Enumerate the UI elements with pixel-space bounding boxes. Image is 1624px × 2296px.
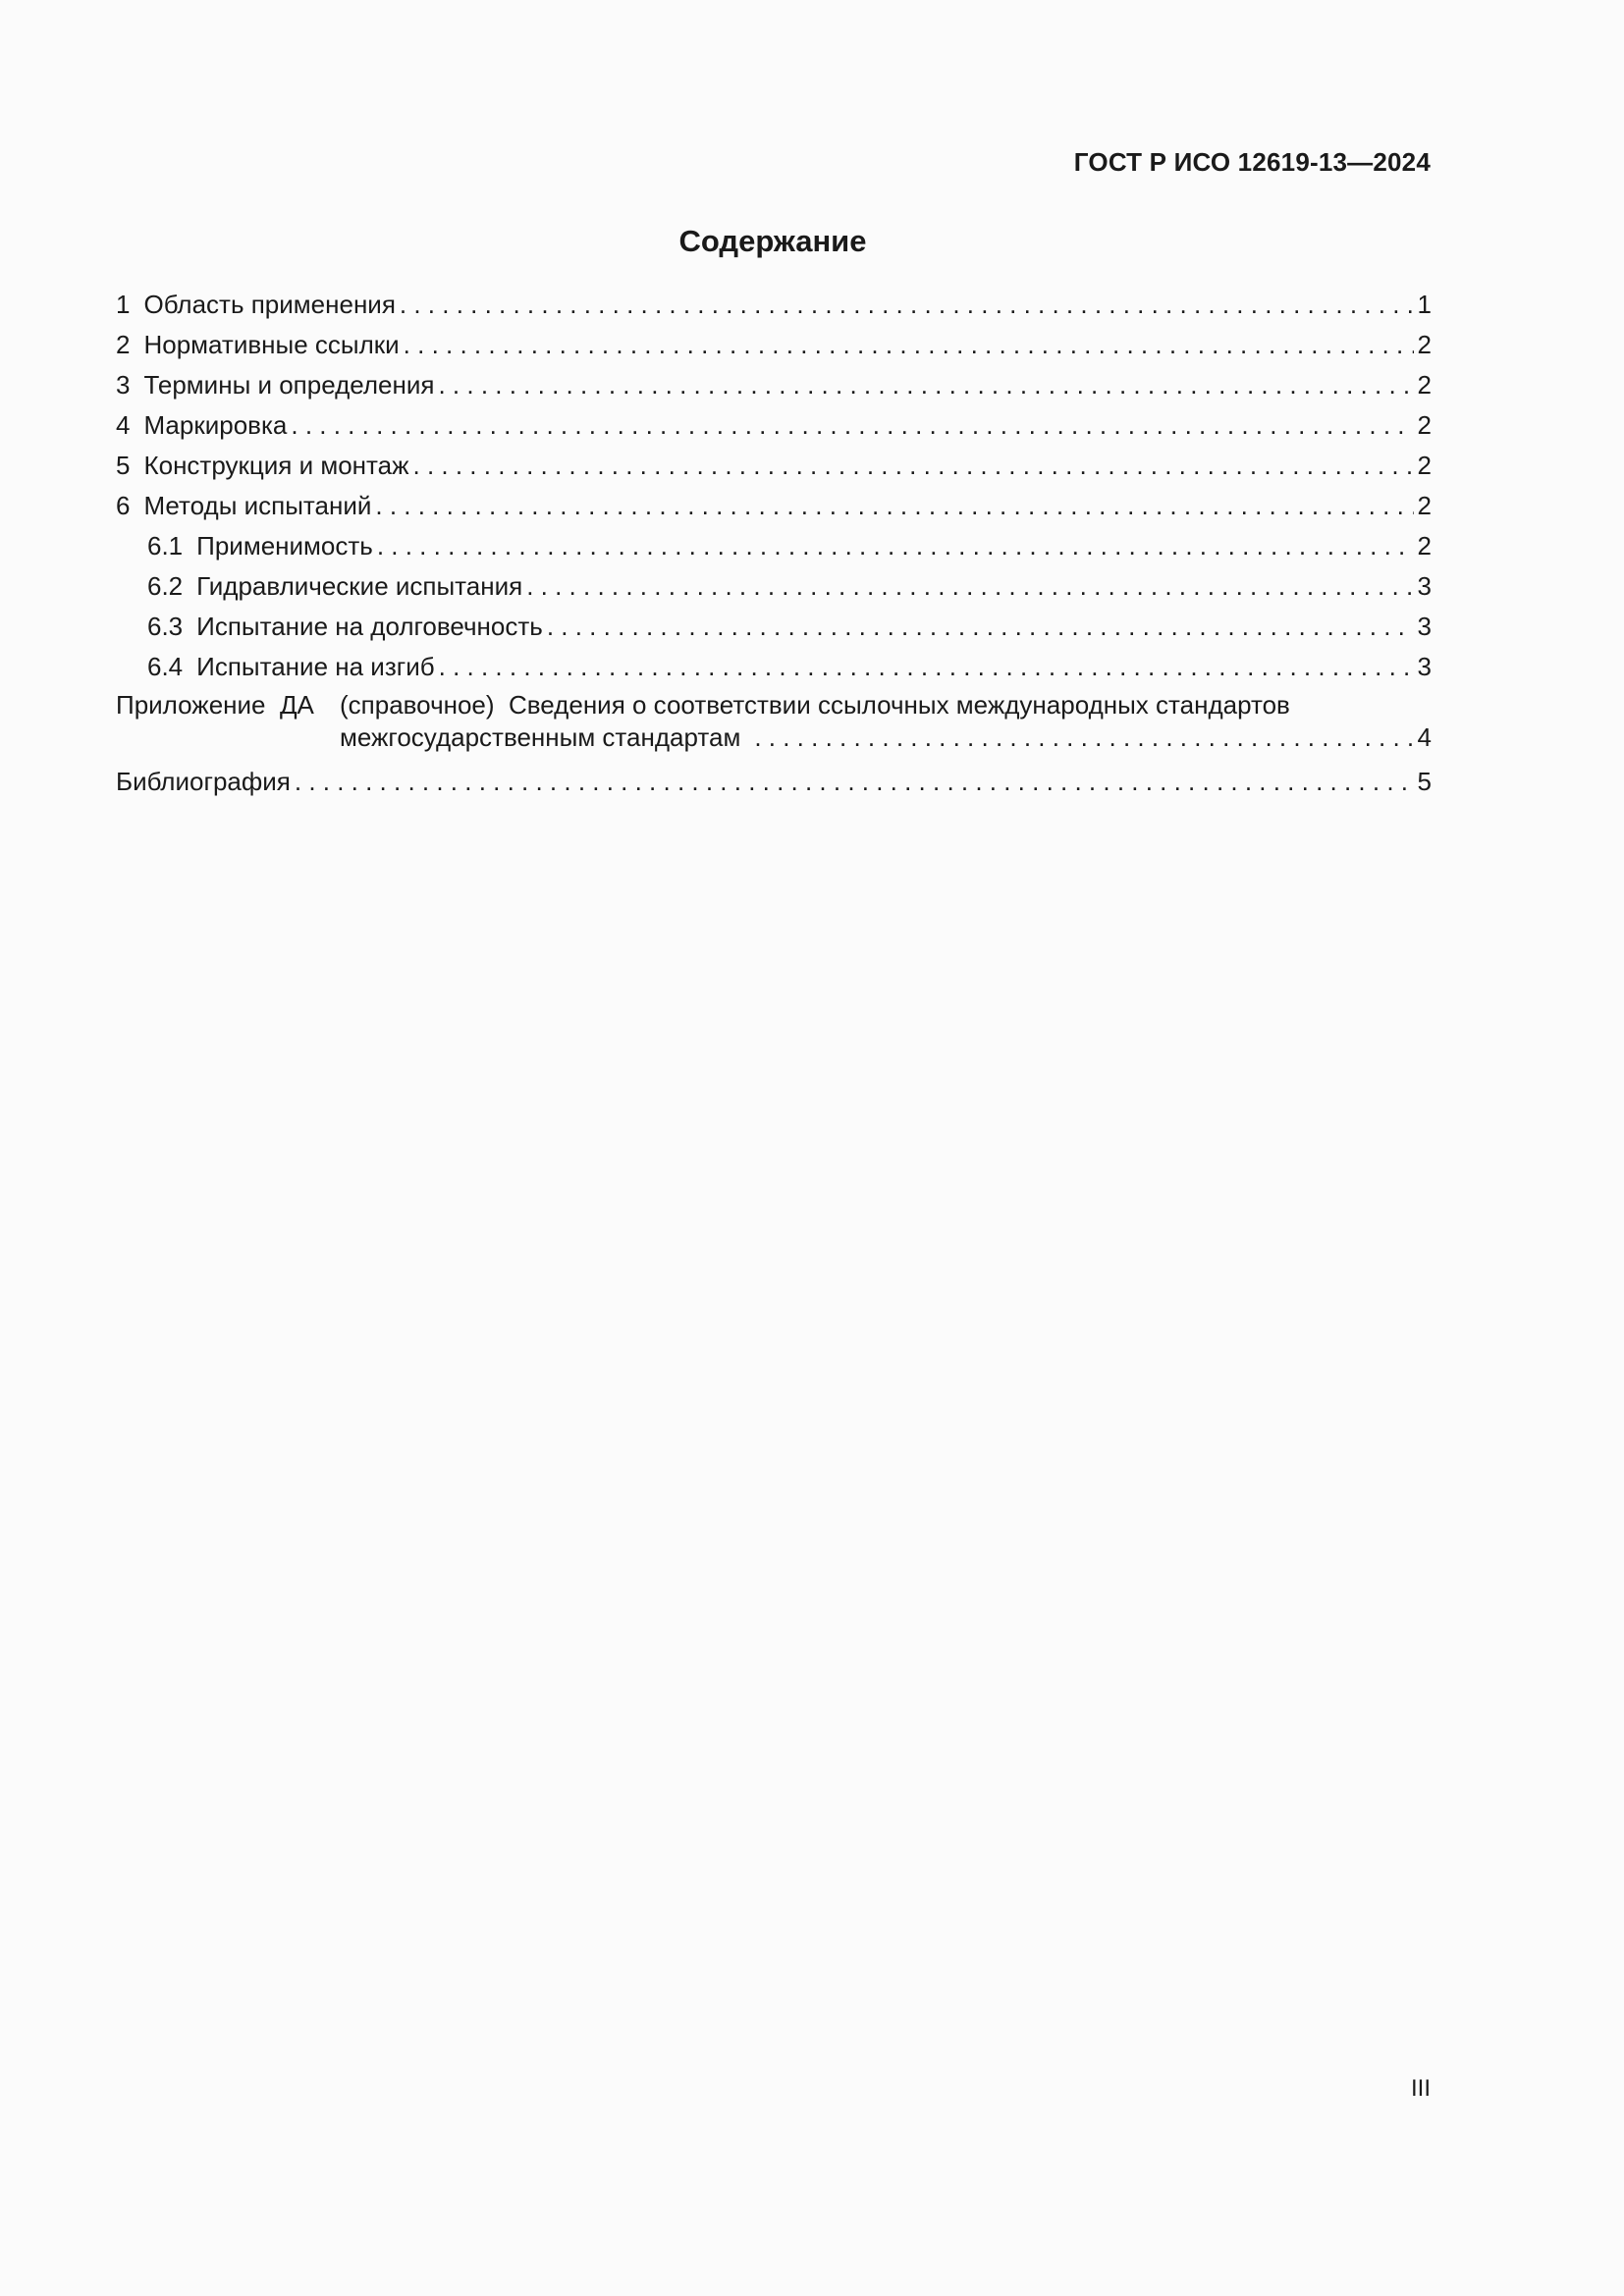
toc-item-page: 1 (1417, 290, 1432, 319)
toc-item-page: 2 (1417, 451, 1432, 480)
appendix-page: 4 (1417, 722, 1432, 752)
toc-subitem[interactable] (116, 607, 1432, 647)
toc-item-page: 2 (1417, 330, 1432, 359)
bibliography-label: Библиография (116, 767, 291, 796)
toc-item[interactable] (116, 446, 1432, 486)
dot-leader (295, 762, 1414, 802)
dot-leader (413, 446, 1414, 486)
toc-item[interactable] (116, 486, 1432, 526)
toc-item-label: Методы испытаний (143, 491, 372, 520)
toc-item-page: 2 (1417, 491, 1432, 520)
toc-item-label: Нормативные ссылки (143, 330, 400, 359)
toc-item-number: 5 (116, 451, 131, 480)
toc-item-label: Маркировка (143, 410, 288, 440)
dot-leader (377, 526, 1414, 566)
toc-item[interactable] (116, 405, 1432, 446)
toc-item-label: Область применения (143, 290, 396, 319)
toc-item[interactable] (116, 285, 1432, 325)
dot-leader (404, 325, 1414, 365)
dot-leader (547, 607, 1414, 647)
dot-leader (439, 647, 1414, 687)
toc-item-number: 3 (116, 370, 131, 400)
toc-item-page: 2 (1417, 370, 1432, 400)
toc-subitem-page: 3 (1417, 612, 1432, 641)
toc-subitem-label: Гидравлические испытания (196, 571, 523, 601)
appendix-title-line2: межгосударственным стандартам (340, 722, 741, 752)
page-number: III (1410, 2075, 1431, 2102)
toc-item-page: 2 (1417, 410, 1432, 440)
toc-subitem-label: Испытание на долговечность (196, 612, 543, 641)
bibliography-page: 5 (1417, 767, 1432, 796)
appendix-title-line1: (справочное) Сведения о соответствии ссылочных международных стандартов (340, 690, 1290, 720)
toc-title: Содержание (678, 224, 867, 258)
table-of-contents (116, 285, 1432, 802)
toc-item[interactable] (116, 365, 1432, 405)
toc-subitem-page: 3 (1417, 571, 1432, 601)
toc-item-number: 6 (116, 491, 131, 520)
toc-subitem-page: 2 (1417, 531, 1432, 561)
dot-leader (754, 721, 1413, 754)
toc-item-number: 4 (116, 410, 131, 440)
dot-leader (526, 566, 1413, 607)
standard-code: ГОСТ Р ИСО 12619-13—2024 (1073, 147, 1431, 177)
toc-subitem-label: Применимость (196, 531, 373, 561)
dot-leader (291, 405, 1413, 446)
toc-appendix[interactable] (116, 689, 1432, 754)
toc-subitem-page: 3 (1417, 652, 1432, 681)
toc-item-number: 2 (116, 330, 131, 359)
toc-subitem[interactable] (116, 526, 1432, 566)
dot-leader (375, 486, 1413, 526)
toc-subitem-number: 6.3 (147, 612, 184, 641)
toc-subitem-number: 6.4 (147, 652, 184, 681)
toc-item-number: 1 (116, 290, 131, 319)
dot-leader (400, 285, 1414, 325)
toc-bibliography[interactable] (116, 762, 1432, 802)
toc-subitem[interactable] (116, 647, 1432, 687)
toc-subitem[interactable] (116, 566, 1432, 607)
toc-item-label: Термины и определения (143, 370, 435, 400)
toc-item-label: Конструкция и монтаж (143, 451, 409, 480)
toc-subitem-number: 6.1 (147, 531, 184, 561)
toc-subitem-number: 6.2 (147, 571, 184, 601)
toc-subitem-label: Испытание на изгиб (196, 652, 435, 681)
toc-item[interactable] (116, 325, 1432, 365)
dot-leader (438, 365, 1413, 405)
appendix-label: Приложение ДА (116, 690, 314, 720)
